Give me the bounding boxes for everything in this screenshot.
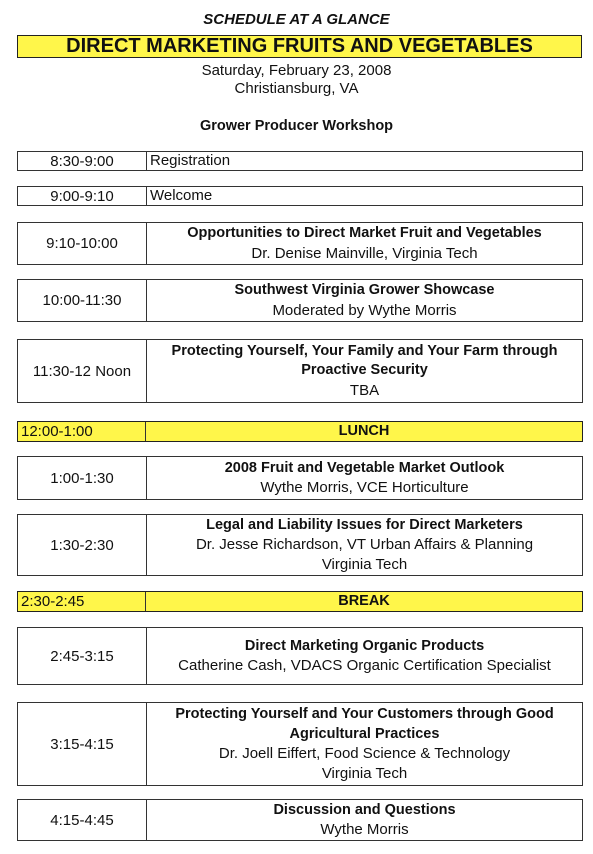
session-title: LUNCH (338, 422, 390, 439)
session-speaker: Wythe Morris, VCE Horticulture (260, 479, 469, 496)
schedule-row (17, 799, 583, 841)
session-title: BREAK (338, 592, 390, 609)
schedule-kicker: SCHEDULE AT A GLANCE (203, 11, 390, 28)
schedule-description (147, 515, 582, 575)
session-affiliation: Virginia Tech (321, 764, 408, 782)
session-title: Legal and Liability Issues for Direct Marketers (206, 516, 523, 533)
event-date: Saturday, February 23, 2008 (201, 62, 392, 79)
session-speaker: Dr. Denise Mainville, Virginia Tech (251, 244, 478, 262)
session-speaker: TBA (349, 381, 380, 399)
schedule-time: 2:45-3:15 (18, 628, 147, 684)
schedule-time: 1:00-1:30 (18, 457, 147, 499)
schedule-time: 12:00-1:00 (18, 422, 146, 441)
schedule-description (147, 340, 582, 402)
schedule-row (17, 702, 583, 786)
schedule-row (17, 514, 583, 576)
schedule-row-lunch (17, 421, 583, 442)
schedule-description (147, 800, 582, 840)
schedule-row (17, 151, 583, 171)
schedule-description (147, 187, 582, 205)
schedule-row (17, 627, 583, 685)
schedule-time: 1:30-2:30 (18, 515, 147, 575)
schedule-time: 9:10-10:00 (18, 223, 147, 264)
schedule-row (17, 186, 583, 206)
schedule-description (146, 422, 582, 441)
schedule-time: 11:30-12 Noon (18, 340, 147, 402)
workshop-title: Grower Producer Workshop (199, 118, 394, 134)
schedule-time: 8:30-9:00 (18, 152, 147, 170)
session-title: Direct Marketing Organic Products (244, 637, 485, 654)
session-speaker: Wythe Morris (320, 821, 409, 838)
session-speaker: Dr. Joell Eiffert, Food Science & Technology (218, 745, 511, 762)
schedule-description (147, 280, 582, 321)
schedule-row (17, 456, 583, 500)
session-title: Southwest Virginia Grower Showcase (234, 282, 495, 298)
schedule-time: 3:15-4:15 (18, 703, 147, 785)
session-title: Welcome (150, 187, 213, 205)
event-location: Christiansburg, VA (234, 80, 359, 97)
schedule-time: 10:00-11:30 (18, 280, 147, 321)
schedule-description (147, 457, 582, 499)
schedule-row (17, 339, 583, 403)
schedule-description (147, 628, 582, 684)
schedule-description (147, 223, 582, 264)
session-title: Opportunities to Direct Market Fruit and Vegetables (187, 225, 542, 241)
schedule-description (147, 152, 582, 170)
schedule-time: 9:00-9:10 (18, 187, 147, 205)
session-speaker: Catherine Cash, VDACS Organic Certification Specialist (178, 657, 551, 674)
session-title: Discussion and Questions (273, 801, 456, 818)
schedule-description (146, 592, 582, 611)
schedule-time: 2:30-2:45 (18, 592, 146, 611)
schedule-time: 4:15-4:45 (18, 800, 147, 840)
session-speaker: Dr. Jesse Richardson, VT Urban Affairs & Planning (195, 536, 534, 554)
session-title: Registration (150, 152, 231, 170)
session-title: Protecting Yourself and Your Customers through Good Agricultural Practices (175, 706, 554, 742)
schedule-row (17, 279, 583, 322)
event-title-banner: DIRECT MARKETING FRUITS AND VEGETABLES (17, 35, 582, 58)
session-title: Protecting Yourself, Your Family and Your Farm through Proactive Security (171, 342, 558, 379)
schedule-row (17, 222, 583, 265)
session-affiliation: Virginia Tech (321, 555, 408, 573)
session-speaker: Moderated by Wythe Morris (272, 301, 457, 319)
schedule-row-break (17, 591, 583, 612)
session-title: 2008 Fruit and Vegetable Market Outlook (224, 459, 505, 476)
schedule-description (147, 703, 582, 785)
